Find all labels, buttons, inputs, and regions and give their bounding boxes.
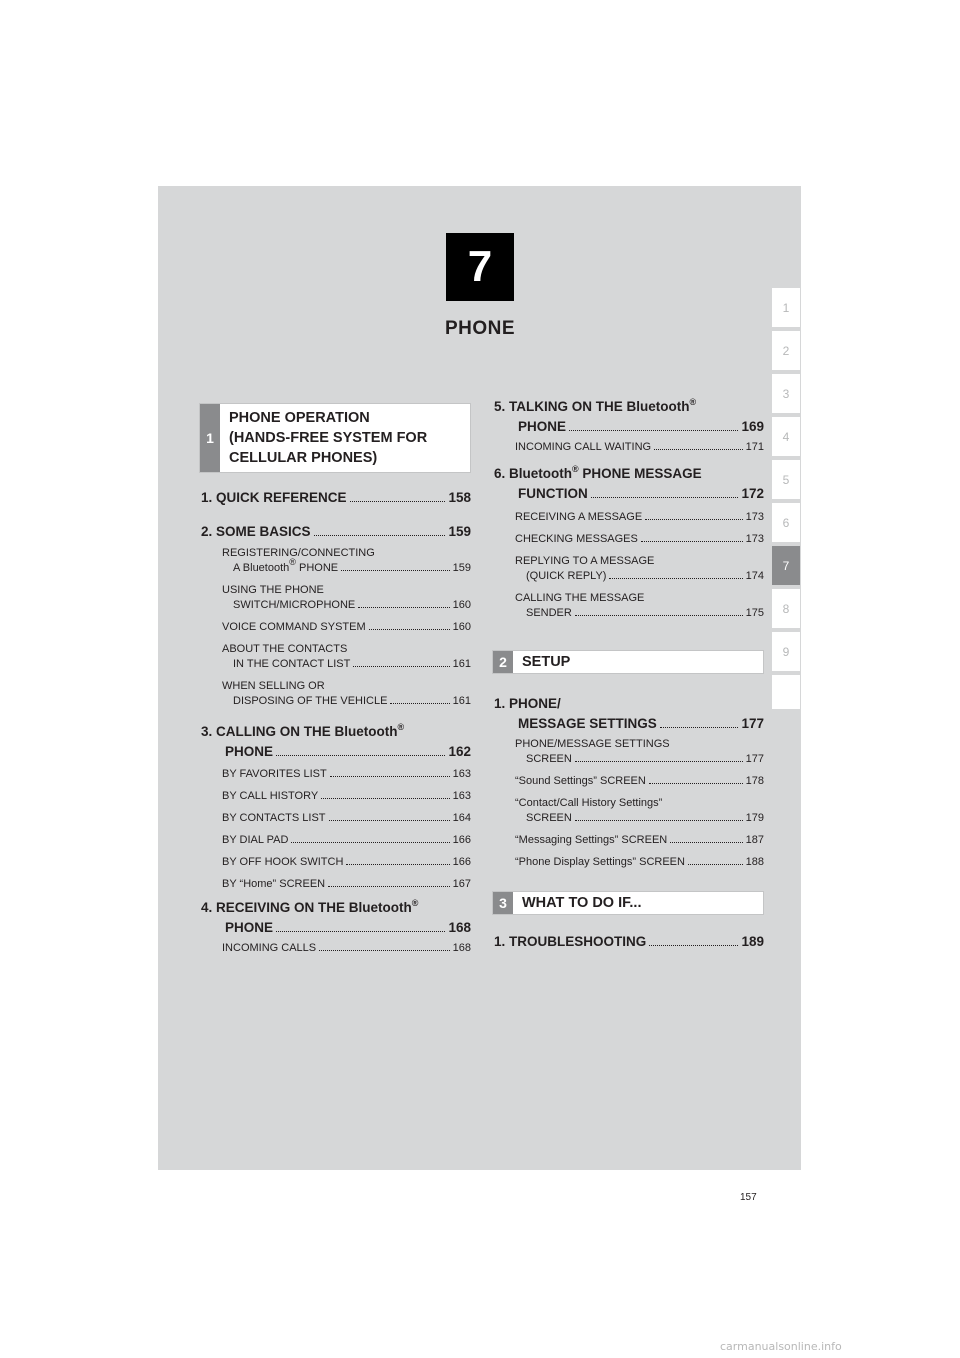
section-number: 2 <box>493 651 513 673</box>
toc-subentry[interactable]: WHEN SELLING OR DISPOSING OF THE VEHICLE 161 <box>222 680 471 707</box>
footer-watermark-text: carmanualsonline.info <box>720 1340 842 1353</box>
chapter-tab-1[interactable]: 1 <box>772 288 800 327</box>
section-1-header <box>199 403 471 473</box>
toc-subentries-talking <box>515 440 764 455</box>
chapter-tab-6[interactable]: 6 <box>772 503 800 542</box>
toc-subentry[interactable]: BY FAVORITES LIST 163 <box>222 768 471 780</box>
chapter-title: PHONE <box>444 318 516 339</box>
toc-subentry[interactable]: BY OFF HOOK SWITCH 166 <box>222 856 471 868</box>
toc-entry[interactable]: 2. SOME BASICS 159 <box>201 524 471 539</box>
toc-subentry[interactable]: “Messaging Settings” SCREEN 187 <box>515 834 764 846</box>
toc-subentry[interactable]: CHECKING MESSAGES 173 <box>515 533 764 545</box>
toc-subentries-receiving <box>222 941 471 956</box>
toc-subentry[interactable]: PHONE/MESSAGE SETTINGS SCREEN 177 <box>515 738 764 765</box>
toc-subentries-message <box>515 510 764 621</box>
page-number: 157 <box>740 1192 757 1203</box>
toc-subentry[interactable]: BY CALL HISTORY 163 <box>222 790 471 802</box>
toc-subentry[interactable]: BY “Home” SCREEN 167 <box>222 878 471 890</box>
chapter-number: 7 <box>467 242 493 291</box>
section-number: 3 <box>493 892 513 914</box>
section-2-header <box>492 650 764 674</box>
toc-entry[interactable]: 4. RECEIVING ON THE Bluetooth® PHONE 168 <box>201 897 471 935</box>
toc-subentry[interactable]: ABOUT THE CONTACTS IN THE CONTACT LIST 161 <box>222 643 471 670</box>
section-title: PHONE OPERATION (HANDS-FREE SYSTEM FOR CELLULAR PHONES) <box>229 410 428 466</box>
chapter-tab-7[interactable]: 7 <box>772 546 800 585</box>
toc-entry[interactable]: 3. CALLING ON THE Bluetooth® PHONE 162 <box>201 721 471 759</box>
toc-subentry[interactable]: “Contact/Call History Settings” SCREEN 179 <box>515 797 764 824</box>
toc-subentry[interactable]: BY CONTACTS LIST 164 <box>222 812 471 824</box>
chapter-number-box <box>446 233 514 301</box>
toc-subentry[interactable]: “Phone Display Settings” SCREEN 188 <box>515 856 764 868</box>
toc-entry[interactable]: 5. TALKING ON THE Bluetooth® PHONE 169 <box>494 396 764 434</box>
toc-subentries-calling <box>222 767 471 892</box>
section-3-header <box>492 891 764 915</box>
toc-subentry[interactable]: CALLING THE MESSAGE SENDER 175 <box>515 592 764 619</box>
toc-subentry[interactable]: REPLYING TO A MESSAGE (QUICK REPLY) 174 <box>515 555 764 582</box>
toc-subentry[interactable]: INCOMING CALL WAITING 171 <box>515 441 764 453</box>
section-title: WHAT TO DO IF... <box>522 895 642 911</box>
toc-subentries-basics <box>222 546 471 709</box>
toc-entry[interactable]: 1. QUICK REFERENCE 158 <box>201 490 471 505</box>
chapter-tab-4[interactable]: 4 <box>772 417 800 456</box>
chapter-tab-9[interactable]: 9 <box>772 632 800 671</box>
toc-subentry[interactable]: VOICE COMMAND SYSTEM 160 <box>222 621 471 633</box>
section-number: 1 <box>200 404 220 472</box>
chapter-tab-8[interactable]: 8 <box>772 589 800 628</box>
section-title: SETUP <box>522 654 571 670</box>
chapter-tab-blank[interactable] <box>772 675 800 709</box>
toc-subentry[interactable]: “Sound Settings” SCREEN 178 <box>515 775 764 787</box>
toc-entry[interactable]: 1. TROUBLESHOOTING 189 <box>494 934 764 949</box>
toc-subentries-settings <box>515 737 764 870</box>
toc-subentry[interactable]: USING THE PHONE SWITCH/MICROPHONE 160 <box>222 584 471 611</box>
chapter-tab-5[interactable]: 5 <box>772 460 800 499</box>
toc-subentry[interactable]: REGISTERING/CONNECTING A Bluetooth® PHONE 159 <box>222 547 471 574</box>
toc-entry[interactable]: 6. Bluetooth® PHONE MESSAGE FUNCTION 172 <box>494 463 764 501</box>
chapter-tab-2[interactable]: 2 <box>772 331 800 370</box>
toc-entry[interactable]: 1. PHONE/ MESSAGE SETTINGS 177 <box>494 696 764 731</box>
toc-subentry[interactable]: INCOMING CALLS 168 <box>222 942 471 954</box>
toc-subentry[interactable]: BY DIAL PAD 166 <box>222 834 471 846</box>
chapter-tab-3[interactable]: 3 <box>772 374 800 413</box>
toc-subentry[interactable]: RECEIVING A MESSAGE 173 <box>515 511 764 523</box>
